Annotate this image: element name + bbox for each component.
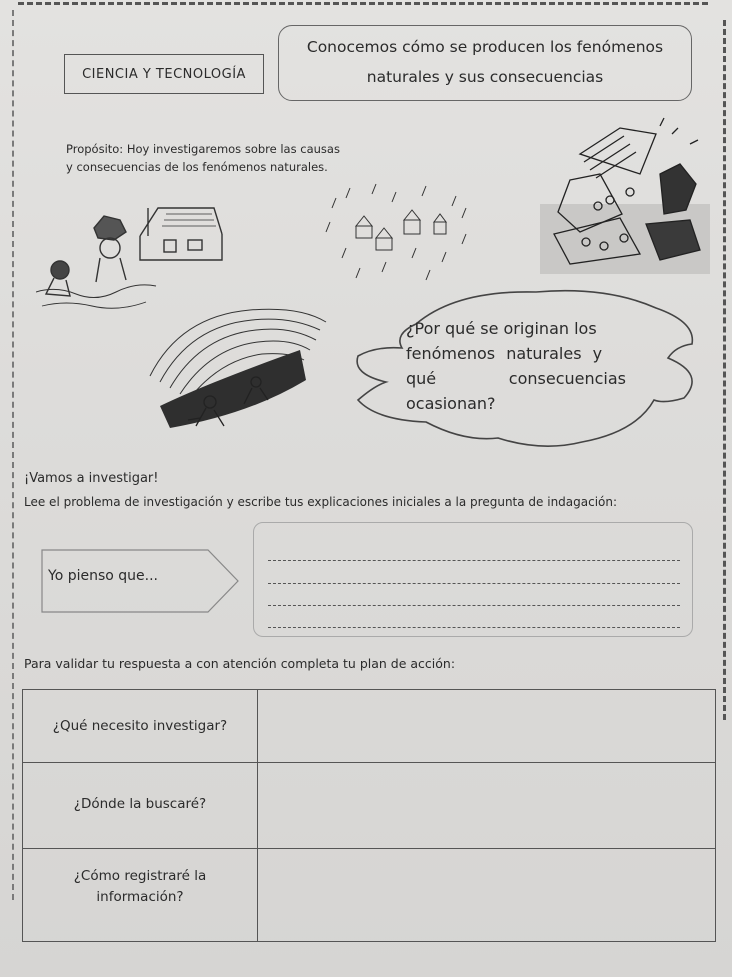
- answer-box[interactable]: [253, 522, 693, 637]
- answer-line-1[interactable]: [268, 560, 680, 561]
- plan-intro: Para validar tu respuesta a con atención completa tu plan de acción:: [24, 656, 456, 671]
- investigate-instruction: Lee el problema de investigación y escribe tus explicaciones iniciales a la pregunta de indagación:: [24, 495, 618, 509]
- plan-question-2: ¿Dónde la buscaré?: [73, 796, 207, 812]
- plan-question-3: [23, 866, 257, 908]
- tsunami-illustration: [140, 296, 340, 446]
- answer-line-3[interactable]: [268, 605, 680, 606]
- cloud-line-4: ocasionan?: [406, 394, 496, 413]
- plan-row-divider-2: [23, 848, 715, 849]
- purpose-line-1: Propósito: Hoy investigaremos sobre las causas: [66, 142, 340, 156]
- subject-label: [64, 54, 264, 94]
- page-right-edge: [723, 20, 726, 720]
- cloud-line-1: ¿Por qué se originan los: [406, 319, 597, 338]
- plan-question-1: ¿Qué necesito investigar?: [52, 718, 228, 734]
- cloud-line-3b: consecuencias: [508, 369, 626, 388]
- cloud-line-3: [406, 366, 626, 391]
- answer-line-4[interactable]: [268, 627, 680, 628]
- pienso-label: Yo pienso que...: [48, 568, 159, 584]
- purpose-line-2: y consecuencias de los fenómenos naturales.: [66, 160, 328, 174]
- action-plan-table: [22, 689, 716, 942]
- title-line-1: Conocemos cómo se producen los fenómenos: [306, 38, 664, 56]
- plan-answer-2[interactable]: [259, 764, 715, 848]
- plan-answer-3[interactable]: [259, 850, 715, 940]
- cloud-line-3a: qué: [406, 369, 437, 388]
- plan-answer-1[interactable]: [259, 690, 715, 762]
- cloud-question: [406, 316, 626, 416]
- plan-question-3-line-1: ¿Cómo registraré la: [73, 868, 207, 884]
- title-line-2: naturales y sus consecuencias: [366, 68, 604, 86]
- page-title: [278, 25, 692, 101]
- rain-illustration: [316, 178, 486, 288]
- plan-question-3-line-2: información?: [96, 889, 184, 905]
- plan-column-divider: [257, 690, 258, 941]
- answer-line-2[interactable]: [268, 583, 680, 584]
- plan-row-divider-1: [23, 762, 715, 763]
- investigate-heading: ¡Vamos a investigar!: [24, 471, 159, 486]
- page-left-edge: [12, 10, 14, 900]
- collapsed-house-illustration: [540, 114, 710, 274]
- subject-text: CIENCIA Y TECNOLOGÍA: [82, 66, 246, 82]
- purpose-statement: [66, 140, 386, 176]
- page-top-edge: [18, 2, 708, 5]
- cloud-line-2: fenómenos naturales y: [406, 344, 603, 363]
